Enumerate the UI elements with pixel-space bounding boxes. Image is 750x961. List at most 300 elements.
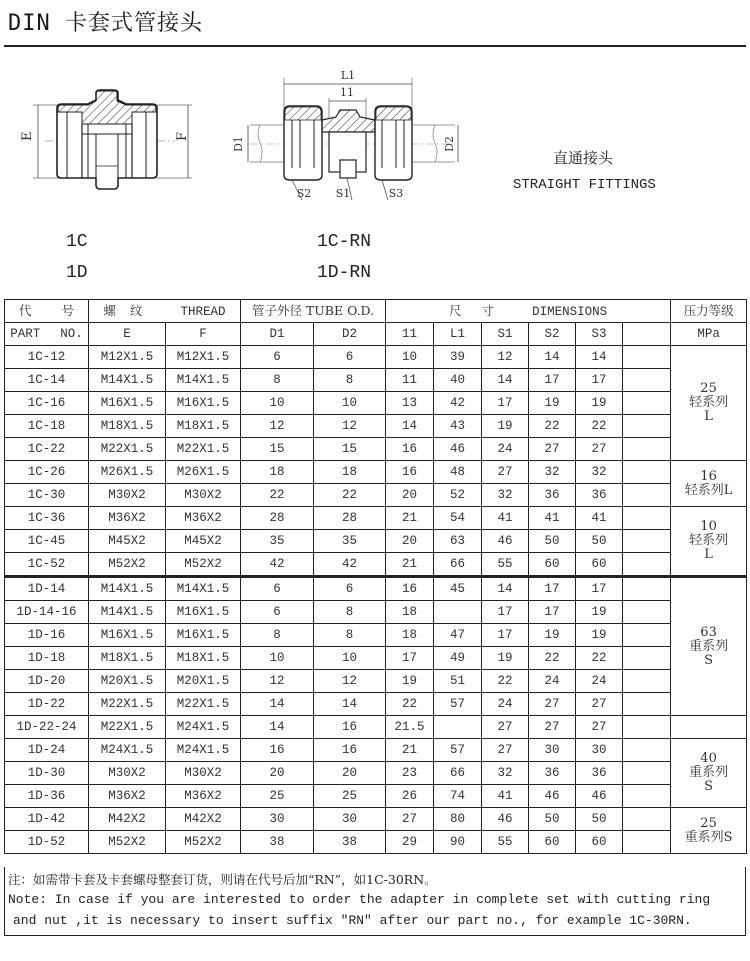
- header-11: 11: [386, 323, 434, 346]
- cell-d1: 42: [241, 553, 314, 577]
- cell-s2: 27: [529, 693, 576, 716]
- cell-l: 23: [386, 762, 434, 785]
- cell-d2: 8: [314, 624, 386, 647]
- cell-s2: 17: [529, 369, 576, 392]
- table-row: [5, 647, 747, 670]
- pressure-group: [671, 739, 747, 808]
- cell-s2: 27: [529, 438, 576, 461]
- cell-d2: 8: [314, 601, 386, 624]
- cell-l: 27: [386, 808, 434, 831]
- cell-f: M52X2: [166, 553, 241, 577]
- cell-e: M45X2: [89, 530, 166, 553]
- table-row: [5, 346, 747, 369]
- cell-d2: 18: [314, 461, 386, 484]
- cell-s3: 36: [576, 762, 623, 785]
- fitting-drawing-body: [0, 60, 240, 210]
- cell-l1: 43: [434, 415, 482, 438]
- cell-part: 1D-14-16: [5, 601, 89, 624]
- cell-l: 14: [386, 415, 434, 438]
- cell-f: M24X1.5: [166, 716, 241, 739]
- dim-label-d1: D1: [232, 136, 245, 152]
- header-row-1: [5, 300, 747, 323]
- cell-blank: [623, 553, 671, 577]
- cell-d1: 16: [241, 739, 314, 762]
- cell-e: M30X2: [89, 484, 166, 507]
- cell-blank: [623, 693, 671, 716]
- cell-s2: 19: [529, 392, 576, 415]
- cell-s1: 27: [482, 739, 529, 762]
- cell-s1: 55: [482, 831, 529, 854]
- cell-f: M16X1.5: [166, 392, 241, 415]
- cell-s1: 22: [482, 670, 529, 693]
- cell-blank: [623, 739, 671, 762]
- cell-d2: 10: [314, 392, 386, 415]
- table-row: [5, 831, 747, 854]
- header-tube-od: 管子外径 TUBE O.D.: [241, 300, 386, 323]
- cell-d1: 18: [241, 461, 314, 484]
- cell-d1: 6: [241, 601, 314, 624]
- cell-s2: 41: [529, 507, 576, 530]
- cell-d2: 35: [314, 530, 386, 553]
- cell-l: 21.5: [386, 716, 434, 739]
- cell-part: 1C-30: [5, 484, 89, 507]
- cell-l1: 63: [434, 530, 482, 553]
- cell-s2: 22: [529, 647, 576, 670]
- cell-e: M18X1.5: [89, 415, 166, 438]
- table-row: [5, 693, 747, 716]
- cell-l1: 47: [434, 624, 482, 647]
- header-blank: [623, 323, 671, 346]
- cell-part: 1D-24: [5, 739, 89, 762]
- cell-s3: 41: [576, 507, 623, 530]
- pressure-series: 重系列: [689, 765, 729, 780]
- cell-l1: 74: [434, 785, 482, 808]
- model-1d-rn: 1D-RN: [317, 263, 372, 283]
- cell-part: 1D-36: [5, 785, 89, 808]
- cell-e: M22X1.5: [89, 438, 166, 461]
- cell-blank: [623, 369, 671, 392]
- cell-blank: [623, 461, 671, 484]
- cell-part: 1D-30: [5, 762, 89, 785]
- cell-s1: 32: [482, 762, 529, 785]
- cell-part: 1D-42: [5, 808, 89, 831]
- cell-s3: 27: [576, 693, 623, 716]
- cell-s2: 32: [529, 461, 576, 484]
- cell-part: 1D-22: [5, 693, 89, 716]
- cell-s2: 22: [529, 415, 576, 438]
- table-row: [5, 461, 747, 484]
- pressure-group: [671, 808, 747, 854]
- cell-l1: 57: [434, 693, 482, 716]
- page-title: DIN 卡套式管接头: [8, 11, 203, 36]
- cell-d2: 12: [314, 670, 386, 693]
- header-d1: D1: [241, 323, 314, 346]
- cell-e: M52X2: [89, 831, 166, 854]
- cell-l: 10: [386, 346, 434, 369]
- cell-s1: 32: [482, 484, 529, 507]
- cell-f: M14X1.5: [166, 369, 241, 392]
- cell-part: 1C-14: [5, 369, 89, 392]
- cell-blank: [623, 346, 671, 369]
- pressure-suffix: L: [704, 409, 713, 424]
- cell-s2: 30: [529, 739, 576, 762]
- cell-e: M16X1.5: [89, 624, 166, 647]
- pressure-series: 轻系列: [689, 533, 729, 548]
- cell-f: M36X2: [166, 785, 241, 808]
- cell-s3: 24: [576, 670, 623, 693]
- cell-s1: 46: [482, 530, 529, 553]
- cell-d2: 20: [314, 762, 386, 785]
- cell-s3: 22: [576, 415, 623, 438]
- cell-s2: 24: [529, 670, 576, 693]
- cell-s2: 36: [529, 484, 576, 507]
- cell-blank: [623, 808, 671, 831]
- cell-s3: 50: [576, 530, 623, 553]
- cell-part: 1C-36: [5, 507, 89, 530]
- dim-label-e: E: [20, 131, 35, 141]
- header-e: E: [89, 323, 166, 346]
- cell-part: 1C-18: [5, 415, 89, 438]
- cell-s3: 17: [576, 577, 623, 601]
- cell-f: M22X1.5: [166, 693, 241, 716]
- cell-l1: 48: [434, 461, 482, 484]
- table-row: [5, 530, 747, 553]
- header-s3: S3: [576, 323, 623, 346]
- cell-e: M22X1.5: [89, 716, 166, 739]
- note-en-line1: Note: In case if you are interested to order the adapter in complete set with cutting ring: [8, 892, 711, 907]
- cell-e: M30X2: [89, 762, 166, 785]
- cell-l1: 80: [434, 808, 482, 831]
- table-row: [5, 369, 747, 392]
- cell-l: 17: [386, 647, 434, 670]
- cell-blank: [623, 484, 671, 507]
- cell-s1: 24: [482, 693, 529, 716]
- cell-s1: 27: [482, 461, 529, 484]
- cell-l: 19: [386, 670, 434, 693]
- cell-l: 20: [386, 484, 434, 507]
- pressure-group: [671, 716, 747, 739]
- cell-l: 29: [386, 831, 434, 854]
- cell-e: M16X1.5: [89, 392, 166, 415]
- pressure-series: 轻系列: [689, 395, 729, 410]
- header-part-cn: 代 号: [5, 300, 89, 323]
- pressure-group: [671, 346, 747, 461]
- cell-s2: 60: [529, 553, 576, 577]
- cell-d2: 14: [314, 693, 386, 716]
- cell-s2: 17: [529, 601, 576, 624]
- dim-label-l1: L1: [340, 69, 356, 82]
- pressure-group: [671, 507, 747, 577]
- cell-s1: 17: [482, 601, 529, 624]
- cell-d1: 25: [241, 785, 314, 808]
- cell-d1: 28: [241, 507, 314, 530]
- table-row: [5, 716, 747, 739]
- pressure-value: 16: [700, 468, 717, 484]
- table-row: [5, 484, 747, 507]
- cell-blank: [623, 762, 671, 785]
- cell-s1: 19: [482, 647, 529, 670]
- cell-part: 1D-14: [5, 577, 89, 601]
- model-1c-rn: 1C-RN: [317, 232, 372, 252]
- cell-s3: 27: [576, 438, 623, 461]
- fitting-name-en: STRAIGHT FITTINGS: [513, 177, 656, 193]
- cell-s1: 41: [482, 785, 529, 808]
- cell-s3: 30: [576, 739, 623, 762]
- table-row: [5, 601, 747, 624]
- cell-l1: 42: [434, 392, 482, 415]
- cell-part: 1C-22: [5, 438, 89, 461]
- cell-f: M16X1.5: [166, 601, 241, 624]
- table-row: [5, 808, 747, 831]
- header-mpa: MPa: [671, 323, 747, 346]
- cell-f: M12X1.5: [166, 346, 241, 369]
- cell-s2: 14: [529, 346, 576, 369]
- cell-s1: 17: [482, 624, 529, 647]
- header-thread: 螺 纹 THREAD: [89, 300, 241, 323]
- table-row: [5, 785, 747, 808]
- cell-l1: 90: [434, 831, 482, 854]
- cell-d2: 6: [314, 346, 386, 369]
- cell-e: M36X2: [89, 507, 166, 530]
- dim-label-11: 11: [340, 86, 354, 99]
- cell-s3: 36: [576, 484, 623, 507]
- cell-d1: 14: [241, 693, 314, 716]
- table-row: [5, 438, 747, 461]
- cell-f: M18X1.5: [166, 647, 241, 670]
- cell-d1: 35: [241, 530, 314, 553]
- cell-e: M14X1.5: [89, 577, 166, 601]
- cell-d2: 15: [314, 438, 386, 461]
- cell-s2: 60: [529, 831, 576, 854]
- table-row: [5, 577, 747, 601]
- cell-d2: 6: [314, 577, 386, 601]
- cell-e: M14X1.5: [89, 369, 166, 392]
- cell-s2: 27: [529, 716, 576, 739]
- pressure-value: 25: [700, 381, 717, 396]
- dim-label-s3: S3: [388, 187, 404, 200]
- cell-s3: 60: [576, 553, 623, 577]
- table-row: [5, 507, 747, 530]
- pressure-value: 40: [700, 751, 717, 766]
- cell-l1: 45: [434, 577, 482, 601]
- pressure-suffix: S: [704, 779, 714, 794]
- cell-part: 1D-18: [5, 647, 89, 670]
- cell-d2: 30: [314, 808, 386, 831]
- cell-e: M26X1.5: [89, 461, 166, 484]
- table-row: [5, 670, 747, 693]
- cell-s3: 60: [576, 831, 623, 854]
- cell-f: M30X2: [166, 484, 241, 507]
- cell-blank: [623, 392, 671, 415]
- cell-e: M12X1.5: [89, 346, 166, 369]
- title-divider: [4, 45, 746, 47]
- pressure-suffix: S: [704, 652, 714, 668]
- cell-l: 20: [386, 530, 434, 553]
- cell-d1: 14: [241, 716, 314, 739]
- cell-blank: [623, 716, 671, 739]
- cell-s2: 19: [529, 624, 576, 647]
- cell-l: 11: [386, 369, 434, 392]
- cell-blank: [623, 577, 671, 601]
- header-f: F: [166, 323, 241, 346]
- pressure-series: 重系列S: [684, 829, 733, 845]
- cell-d1: 6: [241, 346, 314, 369]
- cell-l: 13: [386, 392, 434, 415]
- cell-s1: 19: [482, 415, 529, 438]
- dim-label-d2: D2: [443, 136, 456, 152]
- cell-f: M30X2: [166, 762, 241, 785]
- pressure-value: 63: [700, 624, 717, 640]
- cell-part: 1D-16: [5, 624, 89, 647]
- pressure-group: [671, 461, 747, 507]
- cell-part: 1C-26: [5, 461, 89, 484]
- cell-l1: 66: [434, 762, 482, 785]
- cell-s2: 17: [529, 577, 576, 601]
- dim-label-s2: S2: [296, 187, 312, 200]
- cell-e: M52X2: [89, 553, 166, 577]
- table-row: [5, 415, 747, 438]
- cell-d1: 20: [241, 762, 314, 785]
- cell-blank: [623, 507, 671, 530]
- table-row: [5, 553, 747, 577]
- cell-e: M36X2: [89, 785, 166, 808]
- header-s1: S1: [482, 323, 529, 346]
- cell-f: M52X2: [166, 831, 241, 854]
- cell-e: M42X2: [89, 808, 166, 831]
- cell-l: 16: [386, 577, 434, 601]
- cell-d2: 16: [314, 716, 386, 739]
- cell-f: M22X1.5: [166, 438, 241, 461]
- cell-s1: 46: [482, 808, 529, 831]
- cell-part: 1D-22-24: [5, 716, 89, 739]
- cell-blank: [623, 601, 671, 624]
- note-cn: 注：如需带卡套及卡套螺母整套订货，则请在代号后加“RN”，如1C-30RN。: [8, 872, 437, 887]
- cell-d1: 12: [241, 415, 314, 438]
- table-row: [5, 762, 747, 785]
- cell-s3: 32: [576, 461, 623, 484]
- cell-part: 1D-20: [5, 670, 89, 693]
- cell-d1: 15: [241, 438, 314, 461]
- model-1d: 1D: [66, 263, 88, 283]
- pressure-series: 轻系列L: [684, 482, 733, 498]
- cell-s3: 17: [576, 369, 623, 392]
- cell-d1: 30: [241, 808, 314, 831]
- cell-e: M18X1.5: [89, 647, 166, 670]
- header-dimensions: 尺 寸 DIMENSIONS: [386, 300, 671, 323]
- cell-f: M14X1.5: [166, 577, 241, 601]
- cell-d2: 38: [314, 831, 386, 854]
- cell-d1: 10: [241, 392, 314, 415]
- cell-f: M24X1.5: [166, 739, 241, 762]
- cell-s1: 41: [482, 507, 529, 530]
- cell-s3: 22: [576, 647, 623, 670]
- cell-d2: 10: [314, 647, 386, 670]
- cell-e: M20X1.5: [89, 670, 166, 693]
- cell-s1: 14: [482, 369, 529, 392]
- cell-d1: 38: [241, 831, 314, 854]
- cell-s1: 27: [482, 716, 529, 739]
- cell-d1: 8: [241, 369, 314, 392]
- cell-blank: [623, 624, 671, 647]
- cell-s2: 36: [529, 762, 576, 785]
- table-row: [5, 624, 747, 647]
- cell-l1: [434, 601, 482, 624]
- cell-f: M20X1.5: [166, 670, 241, 693]
- cell-s3: 19: [576, 601, 623, 624]
- cell-s1: 24: [482, 438, 529, 461]
- cell-l1: 52: [434, 484, 482, 507]
- cell-d2: 28: [314, 507, 386, 530]
- cell-part: 1C-16: [5, 392, 89, 415]
- cell-l: 21: [386, 553, 434, 577]
- table-row: [5, 392, 747, 415]
- cell-e: M22X1.5: [89, 693, 166, 716]
- cell-l: 21: [386, 739, 434, 762]
- cell-l1: 51: [434, 670, 482, 693]
- cell-s1: 12: [482, 346, 529, 369]
- cell-l1: 57: [434, 739, 482, 762]
- cell-s2: 50: [529, 808, 576, 831]
- cell-l1: 54: [434, 507, 482, 530]
- cell-d2: 8: [314, 369, 386, 392]
- table-body: [5, 346, 747, 854]
- cell-d2: 22: [314, 484, 386, 507]
- model-1c: 1C: [66, 232, 88, 252]
- cell-blank: [623, 785, 671, 808]
- cell-l1: 66: [434, 553, 482, 577]
- cell-e: M24X1.5: [89, 739, 166, 762]
- cell-l: 22: [386, 693, 434, 716]
- dim-label-s1: S1: [335, 187, 351, 200]
- cell-blank: [623, 530, 671, 553]
- header-row-2: [5, 323, 747, 346]
- fitting-drawing-rn: [230, 60, 490, 210]
- cell-blank: [623, 415, 671, 438]
- cell-s2: 50: [529, 530, 576, 553]
- cell-s1: 55: [482, 553, 529, 577]
- fitting-name-cn: 直通接头: [553, 149, 614, 167]
- cell-s3: 19: [576, 624, 623, 647]
- cell-part: 1D-52: [5, 831, 89, 854]
- cell-l1: 46: [434, 438, 482, 461]
- cell-f: M42X2: [166, 808, 241, 831]
- header-s2: S2: [529, 323, 576, 346]
- cell-f: M26X1.5: [166, 461, 241, 484]
- cell-l1: 40: [434, 369, 482, 392]
- cell-l: 18: [386, 624, 434, 647]
- header-l1: L1: [434, 323, 482, 346]
- header-part-en: PART NO.: [5, 323, 89, 346]
- cell-blank: [623, 647, 671, 670]
- cell-f: M36X2: [166, 507, 241, 530]
- cell-l: 16: [386, 438, 434, 461]
- pressure-value: 25: [700, 815, 717, 831]
- cell-s1: 14: [482, 577, 529, 601]
- cell-l1: 39: [434, 346, 482, 369]
- cell-s3: 19: [576, 392, 623, 415]
- cell-s3: 50: [576, 808, 623, 831]
- cell-d1: 8: [241, 624, 314, 647]
- cell-d2: 42: [314, 553, 386, 577]
- table-row: [5, 739, 747, 762]
- cell-s3: 14: [576, 346, 623, 369]
- cell-blank: [623, 670, 671, 693]
- notes-box: [4, 867, 746, 936]
- cell-e: M14X1.5: [89, 601, 166, 624]
- cell-l: 16: [386, 461, 434, 484]
- header-pressure: 压力等级: [671, 300, 747, 323]
- cell-f: M45X2: [166, 530, 241, 553]
